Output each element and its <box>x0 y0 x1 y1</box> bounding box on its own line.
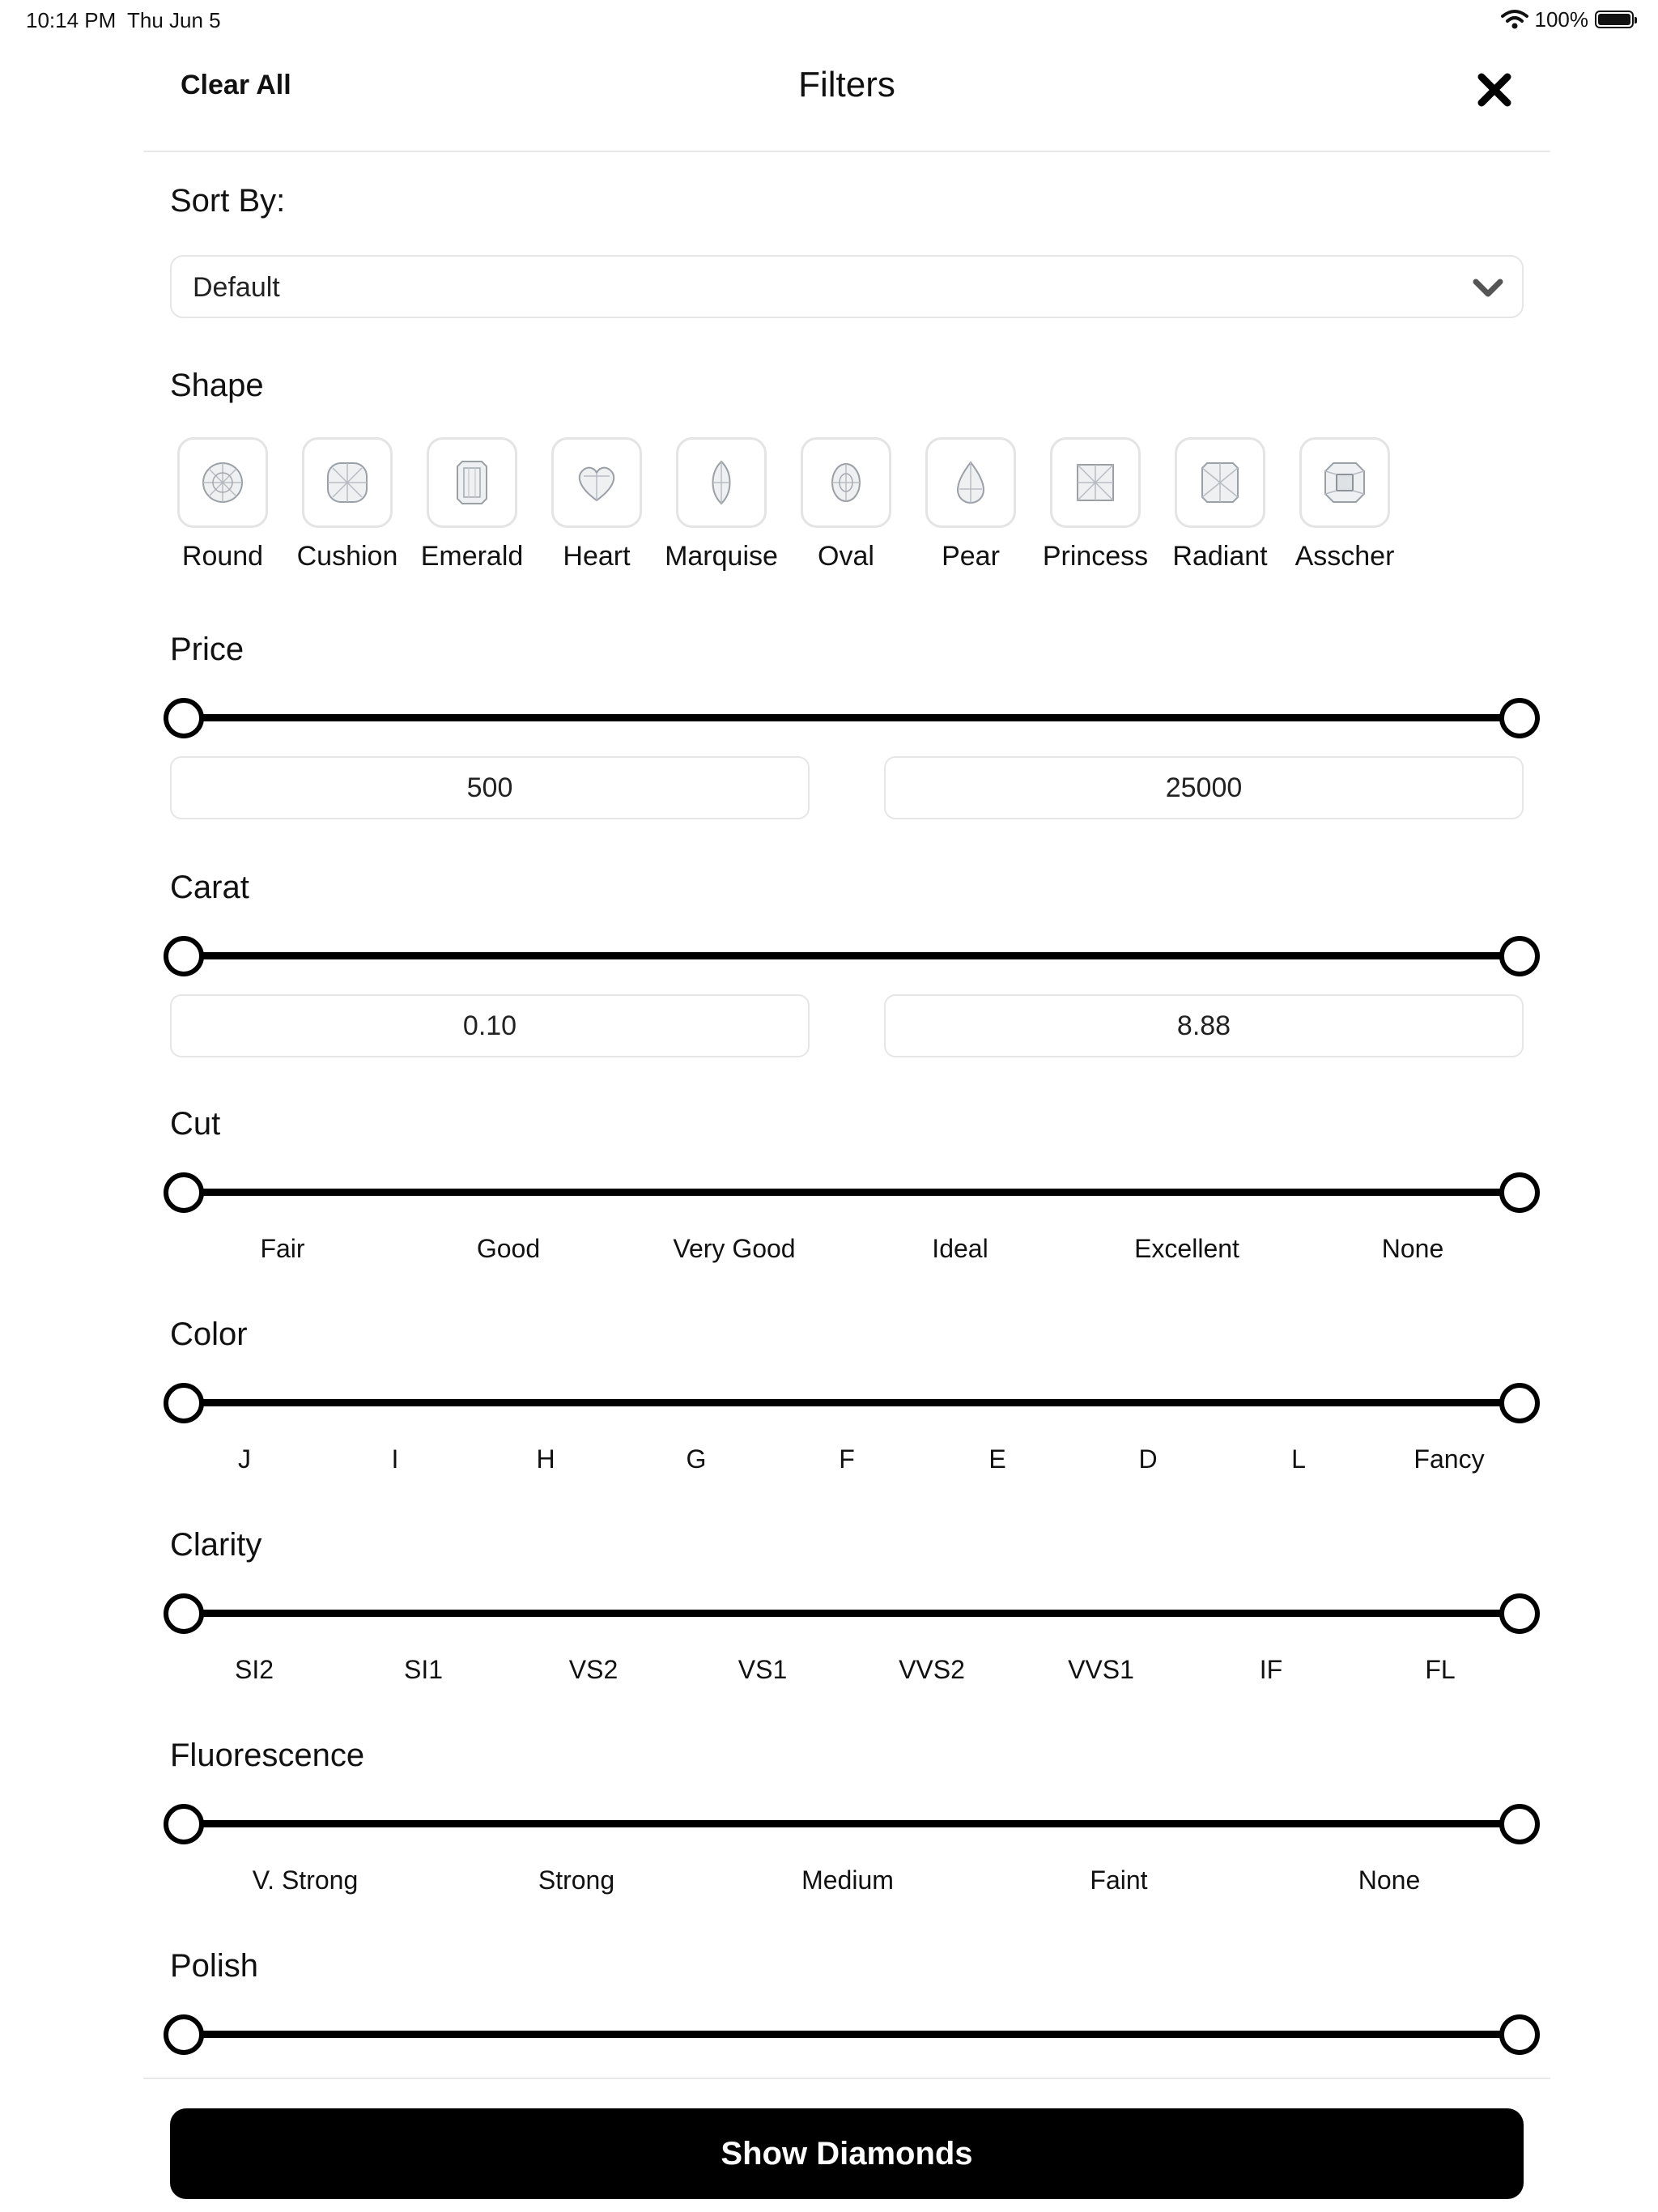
shape-name: Round <box>181 541 264 572</box>
status-right <box>1501 6 1635 32</box>
clarity-slider-track[interactable] <box>185 1610 1519 1617</box>
price-min-field[interactable]: 500 <box>170 756 810 819</box>
carat-min-thumb[interactable] <box>164 936 204 976</box>
shape-name: Oval <box>818 541 874 572</box>
shape-name: Radiant <box>1172 541 1268 572</box>
color-max-thumb[interactable] <box>1499 1383 1540 1423</box>
fluorescence-slider-track[interactable] <box>185 1820 1519 1827</box>
color-tick: H <box>536 1444 555 1474</box>
shape-asscher[interactable] <box>1282 437 1407 572</box>
shape-name: Marquise <box>665 541 778 572</box>
price-slider-track[interactable] <box>185 714 1519 721</box>
filters-header <box>143 40 1550 152</box>
fluorescence-tick: V. Strong <box>252 1865 359 1895</box>
shape-name: Heart <box>563 541 631 572</box>
cut-tick: Fair <box>260 1234 305 1263</box>
round-diamond-icon <box>177 437 268 528</box>
close-icon[interactable] <box>1476 71 1513 108</box>
shape-princess[interactable] <box>1033 437 1158 572</box>
price-min-thumb[interactable] <box>164 698 204 738</box>
clarity-tick: SI1 <box>403 1655 444 1684</box>
shape-name: Pear <box>942 541 1000 572</box>
carat-min-field[interactable]: 0.10 <box>170 994 810 1057</box>
fluorescence-tick: Faint <box>1090 1865 1148 1895</box>
polish-max-thumb[interactable] <box>1499 2014 1540 2055</box>
page-title: Filters <box>798 65 895 104</box>
shape-name: Emerald <box>420 541 524 572</box>
clarity-tick: FL <box>1425 1655 1456 1684</box>
polish-min-thumb[interactable] <box>164 2014 204 2055</box>
shape-round[interactable] <box>160 437 285 572</box>
clarity-tick: IF <box>1259 1655 1283 1684</box>
pear-diamond-icon <box>925 437 1016 528</box>
carat-slider-track[interactable] <box>185 952 1519 959</box>
cut-min-thumb[interactable] <box>164 1172 204 1213</box>
carat-max-field[interactable]: 8.88 <box>884 994 1524 1057</box>
fluorescence-tick: Medium <box>801 1865 894 1895</box>
polish-label: Polish <box>170 1948 258 1984</box>
heart-diamond-icon <box>551 437 642 528</box>
emerald-diamond-icon <box>427 437 517 528</box>
color-tick: Fancy <box>1414 1444 1485 1474</box>
fluorescence-label: Fluorescence <box>170 1738 365 1773</box>
status-date: Thu Jun 5 <box>127 8 221 32</box>
shape-pear[interactable] <box>908 437 1033 572</box>
clarity-tick: SI2 <box>234 1655 274 1684</box>
color-tick: G <box>686 1444 707 1474</box>
cut-tick: Very Good <box>673 1234 796 1263</box>
cut-slider-track[interactable] <box>185 1189 1519 1196</box>
cut-tick: Good <box>476 1234 541 1263</box>
clarity-max-thumb[interactable] <box>1499 1593 1540 1634</box>
clarity-min-thumb[interactable] <box>164 1593 204 1634</box>
cut-tick: Ideal <box>932 1234 988 1263</box>
oval-diamond-icon <box>801 437 891 528</box>
color-tick: L <box>1291 1444 1306 1474</box>
fluorescence-tick: Strong <box>538 1865 615 1895</box>
cut-tick: Excellent <box>1134 1234 1239 1263</box>
shape-radiant[interactable] <box>1158 437 1282 572</box>
princess-diamond-icon <box>1050 437 1141 528</box>
color-min-thumb[interactable] <box>164 1383 204 1423</box>
shape-cushion[interactable] <box>285 437 410 572</box>
clear-all-button[interactable]: Clear All <box>181 70 291 100</box>
shape-heart[interactable] <box>534 437 659 572</box>
color-tick: I <box>391 1444 399 1474</box>
shape-name: Asscher <box>1295 541 1395 572</box>
fluorescence-tick: None <box>1358 1865 1421 1895</box>
fluorescence-max-thumb[interactable] <box>1499 1804 1540 1844</box>
chevron-down-icon <box>1472 278 1504 299</box>
color-tick: F <box>839 1444 855 1474</box>
marquise-diamond-icon <box>676 437 767 528</box>
carat-label: Carat <box>170 870 249 905</box>
sort-by-label: Sort By: <box>170 183 286 219</box>
clarity-tick: VS2 <box>568 1655 619 1684</box>
color-tick: E <box>988 1444 1006 1474</box>
sort-by-value: Default <box>193 272 280 303</box>
color-label: Color <box>170 1317 248 1352</box>
carat-max-thumb[interactable] <box>1499 936 1540 976</box>
status-bar <box>0 0 1658 39</box>
footer-divider <box>143 2078 1550 2079</box>
clarity-tick: VS1 <box>738 1655 788 1684</box>
shape-marquise[interactable] <box>659 437 784 572</box>
shape-name: Cushion <box>296 541 398 572</box>
price-label: Price <box>170 632 244 667</box>
show-diamonds-button[interactable]: Show Diamonds <box>170 2108 1524 2199</box>
wifi-icon <box>1501 9 1528 30</box>
clarity-tick: VVS1 <box>1068 1655 1134 1684</box>
price-max-field[interactable]: 25000 <box>884 756 1524 819</box>
status-time: 10:14 PM <box>26 8 117 32</box>
shape-emerald[interactable] <box>410 437 534 572</box>
color-slider-track[interactable] <box>185 1399 1519 1406</box>
asscher-diamond-icon <box>1299 437 1390 528</box>
shape-oval[interactable] <box>784 437 908 572</box>
cushion-diamond-icon <box>302 437 393 528</box>
shape-label: Shape <box>170 368 264 403</box>
fluorescence-min-thumb[interactable] <box>164 1804 204 1844</box>
clarity-tick: VVS2 <box>899 1655 965 1684</box>
cut-tick: None <box>1381 1234 1444 1263</box>
radiant-diamond-icon <box>1175 437 1265 528</box>
price-max-thumb[interactable] <box>1499 698 1540 738</box>
sort-by-select[interactable] <box>170 255 1524 318</box>
polish-slider-track[interactable] <box>185 2031 1519 2038</box>
color-tick: D <box>1138 1444 1158 1474</box>
shape-name: Princess <box>1042 541 1149 572</box>
clarity-label: Clarity <box>170 1527 262 1563</box>
battery-percent: 100% <box>1534 6 1588 32</box>
battery-icon <box>1595 11 1634 28</box>
cut-label: Cut <box>170 1106 221 1142</box>
cut-max-thumb[interactable] <box>1499 1172 1540 1213</box>
color-tick: J <box>238 1444 251 1474</box>
